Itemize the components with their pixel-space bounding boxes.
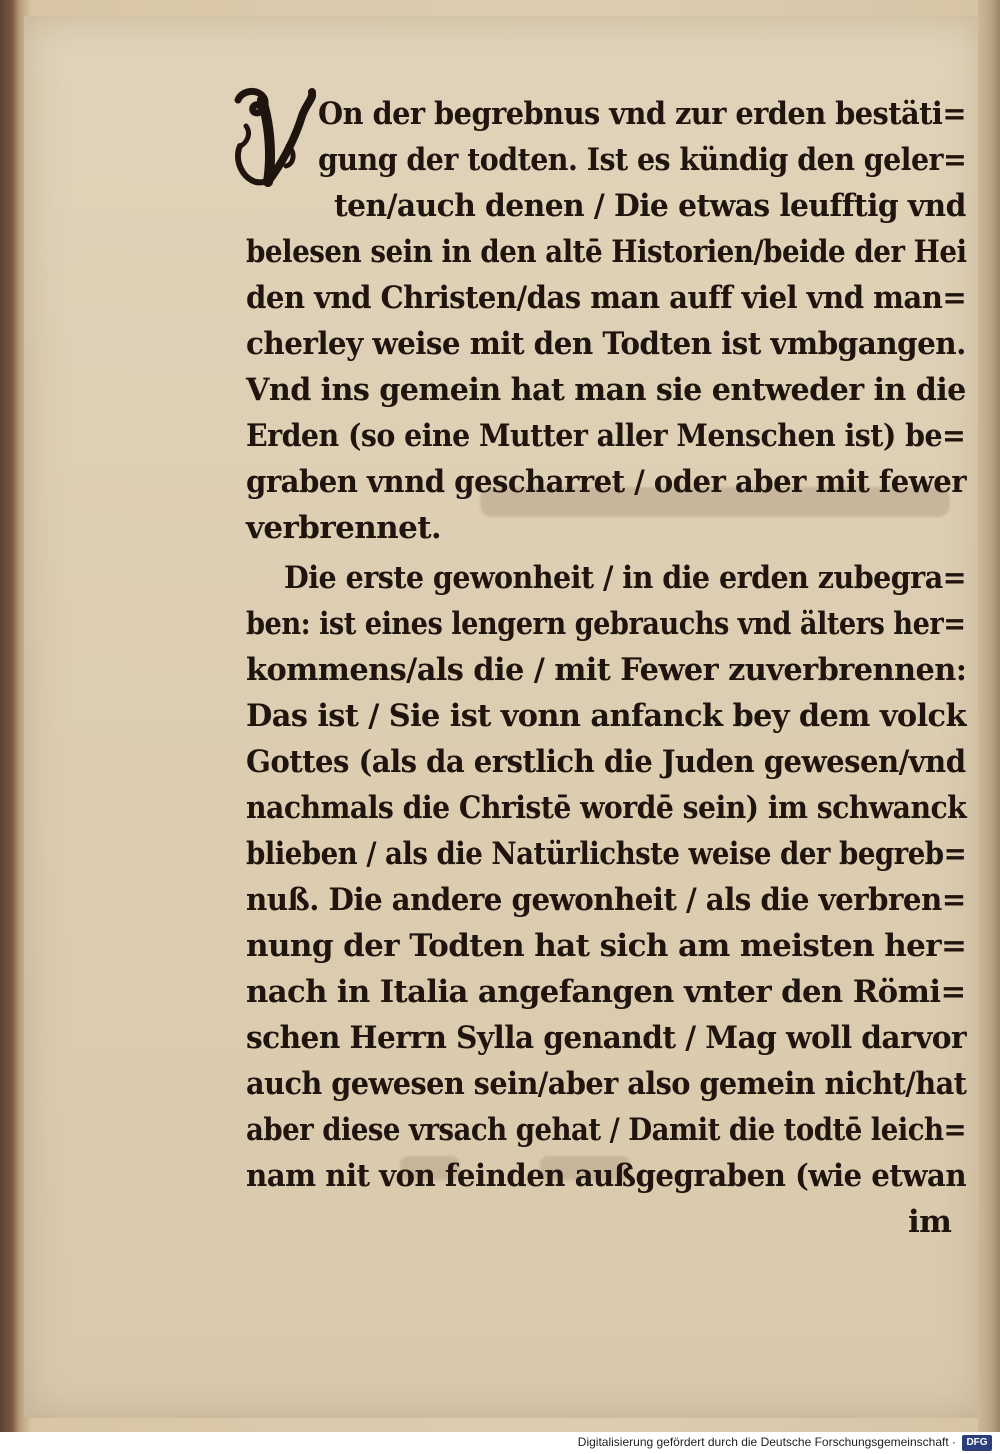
catchword: im (908, 1204, 952, 1240)
funding-notice: Digitalisierung gefördert durch die Deutsche Forschungsgemeinschaft · (577, 1435, 956, 1449)
text-line: schen Herrn Sylla genandt / Mag woll darvor (246, 1020, 966, 1056)
text-line: kommens/als die / mit Fewer zuverbrennen: (246, 652, 967, 688)
text-line: den vnd Christen/das man auff viel vnd man= (246, 280, 967, 316)
text-line: ten/auch denen / Die etwas leufftig vnd (334, 188, 966, 224)
text-line: Vnd ins gemein hat man sie entweder in die (246, 372, 966, 408)
text-line: gung der todten. Ist es kündig den geler= (318, 142, 967, 178)
text-line: ben: ist eines lengern gebrauchs vnd älters her= (246, 606, 966, 642)
text-line: blieben / als die Natürlichste weise der begreb= (246, 836, 967, 872)
text-line: nachmals die Christē wordē sein) im schwanck (246, 790, 967, 826)
text-line: nach in Italia angefangen vnter den Römi= (246, 974, 966, 1010)
text-line: aber diese vrsach gehat / Damit die todtē leich= (246, 1112, 967, 1148)
text-line: verbrennet. (246, 510, 442, 546)
footer-bar (0, 1432, 1000, 1454)
text-line: graben vnnd gescharret / oder aber mit fewer (246, 464, 967, 500)
text-line: nung der Todten hat sich am meisten her= (246, 928, 967, 964)
text-line: nam nit von feinden außgegraben (wie etwan (246, 1158, 967, 1194)
text-line: On der begrebnus vnd zur erden bestäti= (318, 96, 966, 132)
text-line: Gottes (als da erstlich die Juden gewesen/vnd (246, 744, 966, 780)
text-line: Erden (so eine Mutter aller Menschen ist) be= (246, 418, 966, 454)
text-line: belesen sein in den altē Historien/beide der Hei (246, 234, 967, 270)
decorated-initial (232, 86, 316, 190)
initial-letter-graphic (232, 86, 316, 190)
dfg-logo-icon: DFG (962, 1435, 992, 1451)
text-line: Die erste gewonheit / in die erden zubegra= (284, 560, 967, 596)
text-line: auch gewesen sein/aber also gemein nicht/hat (246, 1066, 967, 1102)
page-edge (978, 0, 1000, 1432)
text-line: cherley weise mit den Todten ist vmbgangen. (246, 326, 966, 362)
text-line: nuß. Die andere gewonheit / als die verbren= (246, 882, 966, 918)
text-line: Das ist / Sie ist vonn anfanck bey dem volck (246, 698, 966, 734)
